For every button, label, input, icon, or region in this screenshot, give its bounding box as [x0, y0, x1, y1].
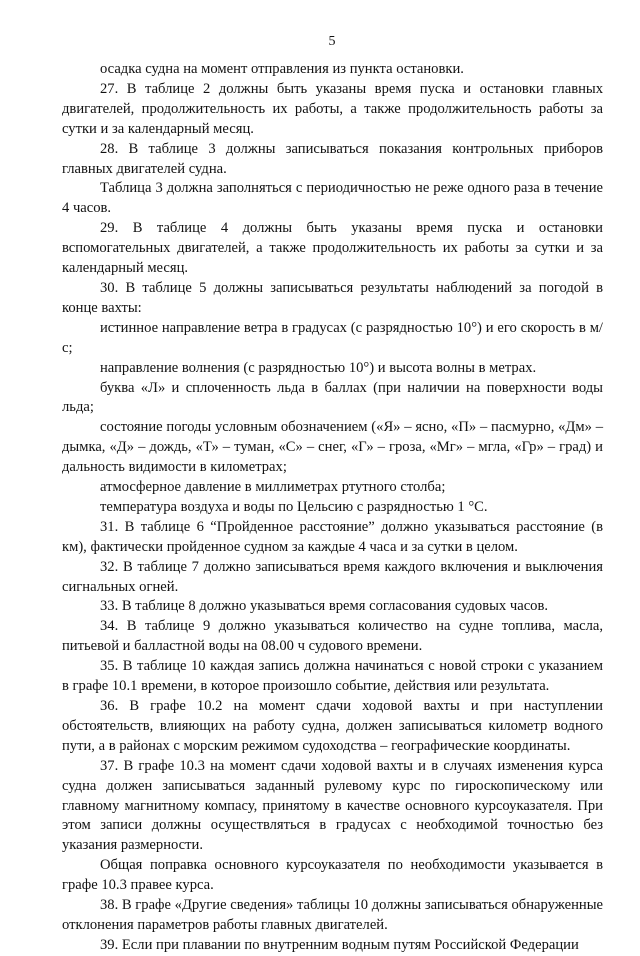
paragraph-continuation: осадка судна на момент отправления из пункта остановки. — [100, 61, 464, 77]
paragraph-27: 27. В таблице 2 должны быть указаны время пуска и остановки главных двигателей, продолжительность их работы, а также продолжительность работы за сутки и за календарный месяц. — [62, 80, 603, 137]
paragraph-29: 29. В таблице 4 должны быть указаны время пуска и остановки вспомогательных двигателей, а также продолжительность их работы за сутки и за календарный месяц. — [62, 220, 603, 277]
paragraph-compass-correction: Общая поправка основного курсоуказателя по необходимости указывается в графе 10.3 правее курса. — [62, 857, 603, 894]
list-item-temperature: температура воздуха и воды по Цельсию с разрядностью 1 °С. — [100, 498, 488, 515]
paragraph-31: 31. В таблице 6 “Пройденное расстояние” должно указываться расстояние (в км), фактически пройденное судном за каждые 4 часа и за сутки в целом. — [62, 518, 603, 555]
paragraph-28: 28. В таблице 3 должны записываться показания контрольных приборов главных двигателей судна. — [62, 140, 603, 177]
paragraph-37: 37. В графе 10.3 на момент сдачи ходовой вахты и в случаях изменения курса судна должен записываться заданный рулевому курс по гироскопическому или главному магнитному компасу, принятому в качестве основного курсоуказателя. При этом записи должны осуществляться в градусах с необходимой точностью без указания размерности. — [62, 757, 603, 854]
paragraph-36: 36. В графе 10.2 на момент сдачи ходовой вахты и при наступлении обстоятельств, влияющих на работу судна, должен записываться километр водного пути, а в районах с морским режимом судоходства – географические координаты. — [62, 698, 603, 754]
paragraph-32: 32. В таблице 7 должно записываться время каждого включения и выключения сигнальных огней. — [62, 558, 603, 595]
list-item-ice: буква «Л» и сплоченность льда в баллах (при наличии на поверхности воды льда; — [62, 379, 603, 416]
paragraph-34: 34. В таблице 9 должно указываться количество на судне топлива, масла, питьевой и балластной воды на 08.00 ч судового времени. — [62, 618, 603, 655]
page-number: 5 — [328, 34, 336, 49]
list-item-weather: состояние погоды условным обозначением («Я» – ясно, «П» – пасмурно, «Дм» – дымка, «Д» – дождь, «Т» – туман, «С» – снег, «Г» – гроза, «Мг» – мгла, «Гр» – град) и дальность видимости в километрах; — [62, 419, 603, 476]
paragraph-39: 39. Если при плавании по внутренним водным путям Российской Федерации — [100, 936, 579, 953]
list-item-pressure: атмосферное давление в миллиметрах ртутного столба; — [100, 479, 446, 496]
paragraph-table-3-frequency: Таблица 3 должна заполняться с периодичностью не реже одного раза в течение 4 часов. — [62, 180, 603, 217]
paragraph-30: 30. В таблице 5 должны записываться результаты наблюдений за погодой в конце вахты: — [62, 279, 603, 316]
document-body — [62, 60, 603, 956]
paragraph-33: 33. В таблице 8 должно указываться время согласования судовых часов. — [100, 598, 549, 615]
list-item-wind: истинное направление ветра в градусах (с разрядностью 10°) и его скорость в м/с; — [62, 319, 603, 356]
paragraph-35: 35. В таблице 10 каждая запись должна начинаться с новой строки с указанием в графе 10.1 времени, в которое произошло событие, действия или результата. — [62, 658, 603, 695]
list-item-waves: направление волнения (с разрядностью 10°) и высота волны в метрах. — [100, 359, 537, 376]
paragraph-38: 38. В графе «Другие сведения» таблицы 10 должны записываться обнаруженные отклонения параметров работы главных двигателей. — [62, 897, 603, 933]
